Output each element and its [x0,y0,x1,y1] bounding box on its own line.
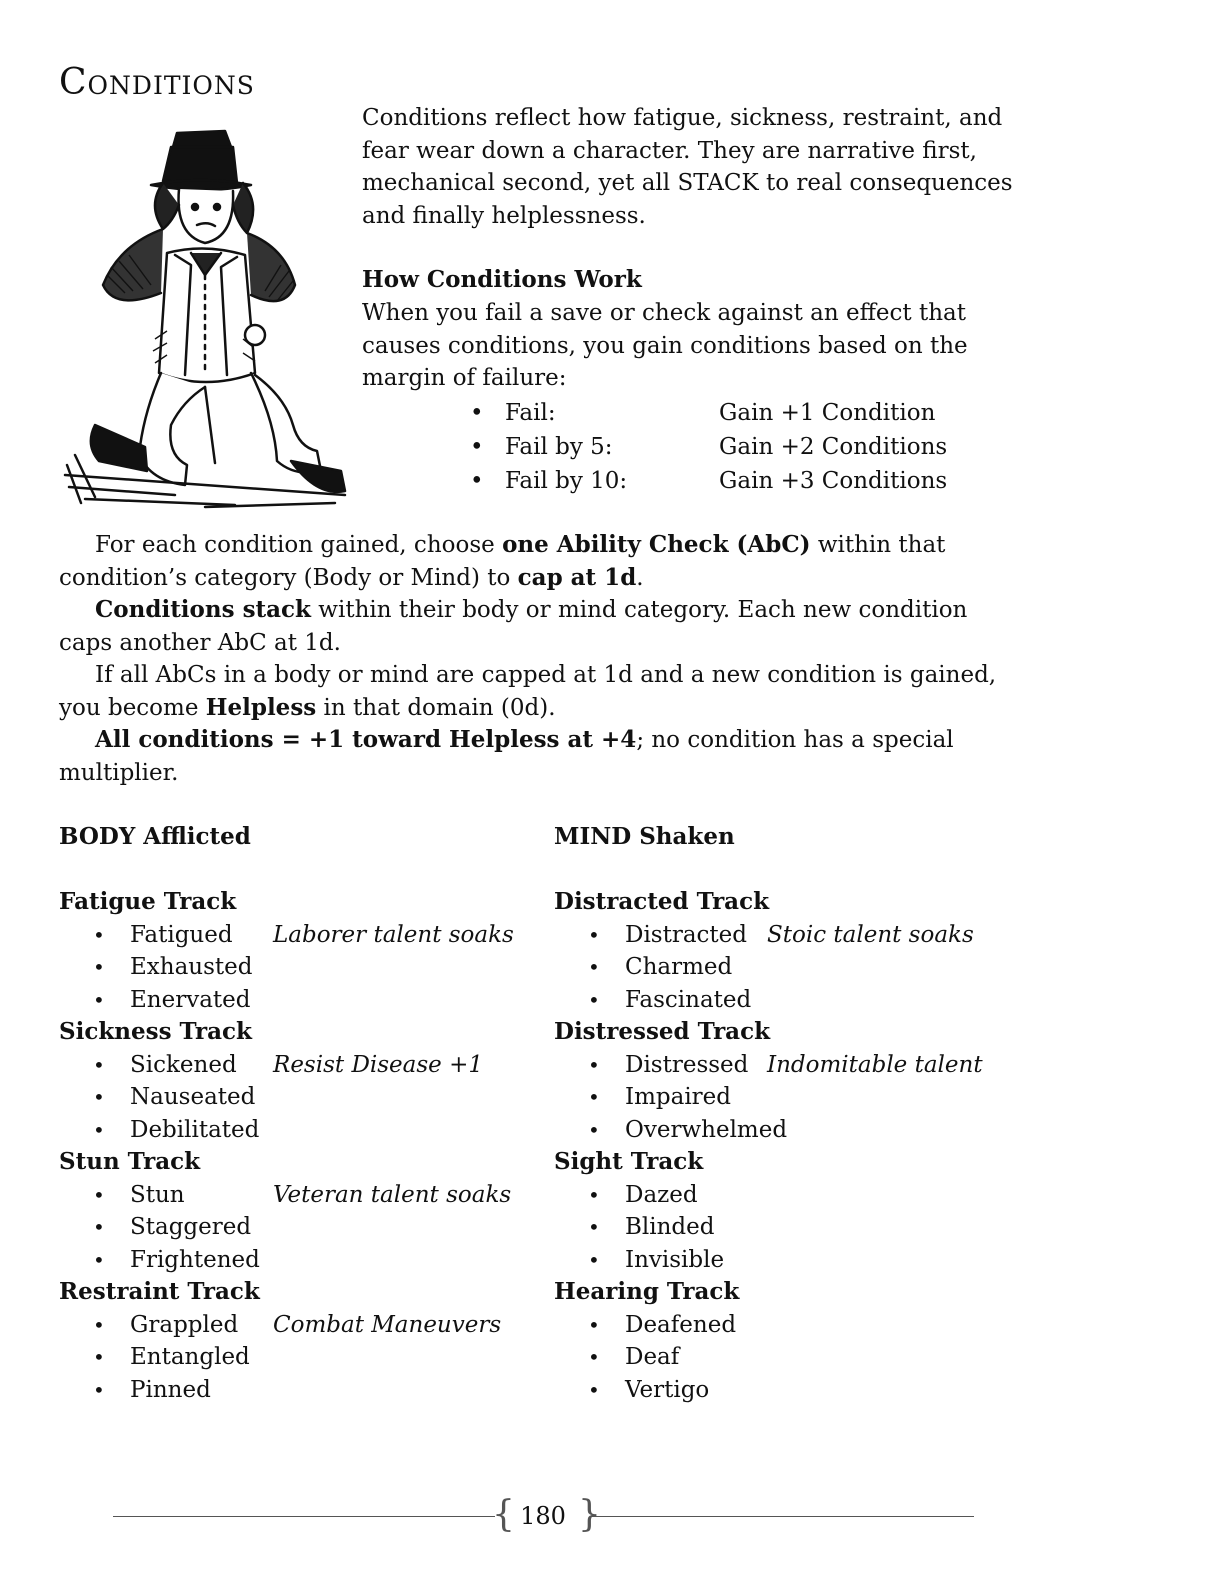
condition-name: Staggered [130,1214,252,1240]
kneeling-man-illustration [55,125,350,515]
condition-name: Deafened [625,1311,737,1338]
track-heading: Distressed Track [554,1018,771,1045]
track-list [59,919,539,1017]
bullet-icon: • [588,922,600,947]
rule-text: within their body or mind category. Each new condition caps another AbC at 1d. [59,597,968,656]
bullet-icon: • [588,1377,600,1402]
bullet-icon: • [93,1052,105,1077]
condition-name: Sickened [130,1051,237,1078]
condition-item [554,1244,1034,1277]
footer-rule-left [113,1516,495,1517]
condition-name: Debilitated [130,1116,260,1143]
condition-name: Deaf [625,1344,680,1370]
track-note: Indomitable talent [767,1051,983,1078]
bullet-icon: • [93,1117,105,1142]
rule-text: If all AbCs in a body or mind are capped at 1d and a new condition is gained, you become [59,662,997,721]
condition-name: Charmed [625,954,733,980]
track-heading: Sight Track [554,1148,704,1175]
condition-name: Frightened [130,1246,260,1273]
track-heading: Restraint Track [59,1278,260,1305]
condition-name: Nauseated [130,1084,256,1110]
condition-item [59,919,539,952]
bullet-icon: • [93,1377,105,1402]
bullet-icon: • [93,1215,105,1239]
margin-value: Gain +3 Conditions [719,468,948,494]
bullet-icon: • [93,1182,105,1207]
bullet-icon: • [93,1345,105,1369]
condition-name: Pinned [130,1376,211,1403]
rule-paragraph [59,659,1019,724]
condition-name: Grappled [130,1311,239,1338]
bullet-icon: • [588,1312,600,1337]
track-list [59,1049,539,1147]
track-list [59,1309,539,1407]
condition-item [554,1211,1034,1244]
track-list [554,1179,1034,1277]
footer-rule-right [592,1516,974,1517]
condition-item [59,1374,539,1407]
condition-name: Vertigo [625,1376,710,1403]
margin-value: Gain +2 Conditions [719,434,948,460]
rule-emphasis: Helpless [205,693,317,721]
track-heading: Fatigue Track [59,888,237,915]
condition-name: Exhausted [130,954,253,980]
rule-paragraph [59,724,1019,789]
rule-text: ; no condition has a special multiplier. [59,727,954,786]
condition-item [59,1179,539,1212]
page-title: Conditions [59,62,255,103]
rule-text: For each condition gained, choose [95,532,503,558]
bullet-icon: • [470,400,484,426]
condition-item [554,1341,1034,1374]
bullet-icon: • [588,1117,600,1142]
condition-name: Fascinated [625,986,752,1013]
condition-item [554,1114,1034,1147]
condition-name: Impaired [625,1084,732,1110]
bullet-icon: • [93,987,105,1012]
track-note: Resist Disease +1 [273,1051,483,1078]
condition-item [59,1081,539,1114]
condition-item [59,1244,539,1277]
bullet-icon: • [470,468,484,494]
bullet-icon: • [93,955,105,979]
track-note: Laborer talent soaks [273,921,514,948]
margin-value: Gain +1 Condition [719,400,936,426]
condition-item [59,951,539,984]
condition-item [59,1049,539,1082]
rule-text: within that condition’s category (Body or Mind) to [59,532,946,591]
track-heading: Sickness Track [59,1018,252,1045]
how-conditions-text: When you fail a save or check against an effect that causes conditions, you gain conditions based on the margin of failure: [362,300,968,391]
margin-label: Fail: [505,400,556,426]
margin-label: Fail by 5: [505,434,613,460]
condition-item [554,1049,1034,1082]
rule-emphasis: All conditions = +1 toward Helpless at +4 [95,726,637,753]
condition-item [59,1211,539,1244]
condition-item [59,1114,539,1147]
condition-item [554,1374,1034,1407]
condition-item [59,1341,539,1374]
condition-name: Overwhelmed [625,1116,788,1143]
condition-name: Distressed [625,1051,749,1078]
mind-conditions-column [554,821,1034,1406]
track-heading: Hearing Track [554,1278,740,1305]
intro-paragraph: Conditions reflect how fatigue, sickness, restraint, and fear wear down a character. They are narrative first, mechanical second, yet all STACK to real consequences and finally helplessness. [362,105,1013,229]
condition-name: Fatigued [130,921,233,948]
track-list [554,1049,1034,1147]
bullet-icon: • [93,922,105,947]
track-note: Veteran talent soaks [273,1181,512,1208]
bullet-icon: • [588,1182,600,1207]
bullet-icon: • [93,1247,105,1272]
right-brace-icon: } [578,1494,601,1535]
rule-paragraph [59,529,1019,594]
track-list [554,919,1034,1017]
track-heading: Stun Track [59,1148,201,1175]
condition-item [554,984,1034,1017]
condition-name: Enervated [130,986,251,1013]
bullet-icon: • [588,987,600,1012]
left-brace-icon: { [492,1494,515,1535]
condition-item [59,1309,539,1342]
bullet-icon: • [588,955,600,979]
track-note: Combat Maneuvers [273,1311,502,1338]
condition-item [59,984,539,1017]
condition-name: Invisible [625,1246,725,1273]
rules-section [59,529,1019,789]
condition-item [554,951,1034,984]
mind-heading: MIND Shaken [554,823,735,850]
bullet-icon: • [93,1085,105,1109]
condition-item [554,1309,1034,1342]
bullet-icon: • [470,434,484,460]
rule-paragraph [59,594,1019,659]
track-list [554,1309,1034,1407]
track-heading: Distracted Track [554,888,770,915]
condition-name: Distracted [625,921,748,948]
bullet-icon: • [588,1345,600,1369]
condition-item [554,1179,1034,1212]
rule-text: . [636,564,644,591]
body-conditions-column [59,821,539,1406]
body-heading: BODY Afflicted [59,823,251,850]
track-list [59,1179,539,1277]
bullet-icon: • [93,1312,105,1337]
rule-emphasis: Conditions stack [95,596,311,623]
condition-name: Stun [130,1181,185,1208]
track-note: Stoic talent soaks [767,921,974,948]
condition-item [554,1081,1034,1114]
how-conditions-heading: How Conditions Work [362,266,642,293]
condition-name: Entangled [130,1344,250,1370]
bullet-icon: • [588,1052,600,1077]
rule-emphasis: cap at 1d [517,563,637,591]
bullet-icon: • [588,1215,600,1239]
condition-name: Dazed [625,1181,698,1208]
condition-name: Blinded [625,1214,715,1240]
bullet-icon: • [588,1085,600,1109]
page-number: 180 [520,1502,566,1530]
rule-text: in that domain (0d). [316,694,556,721]
bullet-icon: • [588,1247,600,1272]
rule-emphasis: one Ability Check (AbC) [502,531,811,558]
margin-label: Fail by 10: [505,468,628,494]
condition-item [554,919,1034,952]
